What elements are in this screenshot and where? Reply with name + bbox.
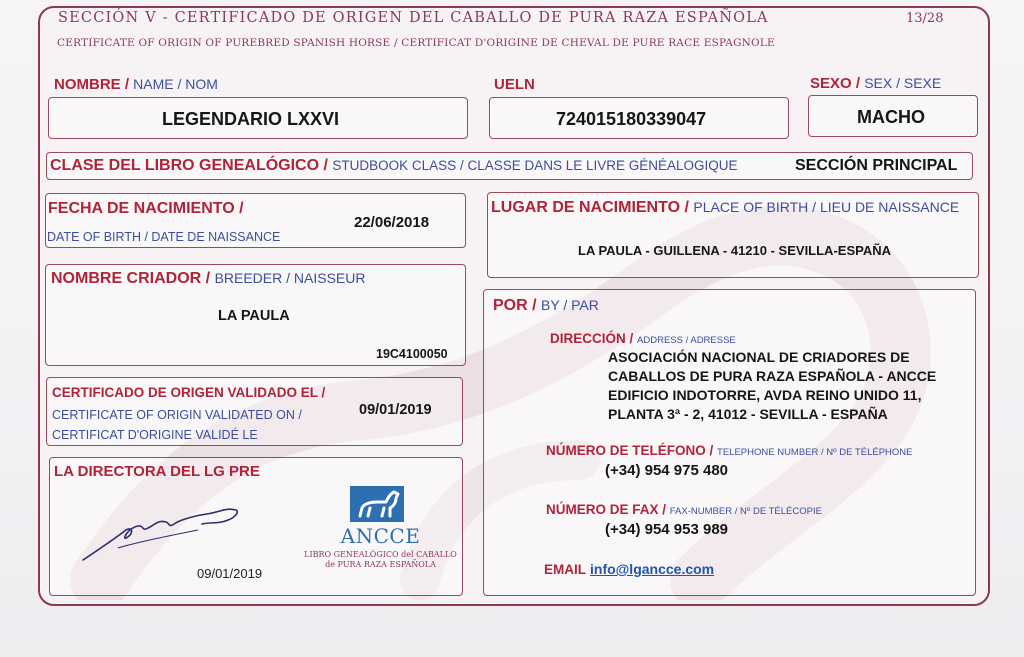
birth-place-value: LA PAULA - GUILLENA - 41210 - SEVILLA-ESPAÑA [578,243,891,258]
birth-date-label: FECHA DE NACIMIENTO / [48,200,244,217]
director-date: 09/01/2019 [197,566,263,581]
birth-place-label: LUGAR DE NACIMIENTO / PLACE OF BIRTH / LIEU DE NAISSANCE [491,199,960,216]
address-label: DIRECCIÓN / ADDRESS / ADRESSE [550,331,736,346]
phone-value: (+34) 954 975 480 [605,462,729,479]
name-value: LEGENDARIO LXXVI [162,109,340,129]
director-label: LA DIRECTORA DEL LG PRE [54,463,260,480]
address-line-1: ASOCIACIÓN NACIONAL DE CRIADORES DE [608,349,910,365]
ancce-logo-text: ANCCE [340,524,421,548]
horse-logo-icon [350,486,404,522]
validated-value: 09/01/2019 [359,402,432,418]
director-signature [78,498,248,566]
fax-label: NÚMERO DE FAX / FAX-NUMBER / Nº DE TÉLÉCOPIE [546,502,822,517]
email-link[interactable]: info@lgancce.com [590,561,715,577]
certificate-subtitle: CERTIFICATE OF ORIGIN OF PUREBRED SPANISH HORSE / CERTIFICAT D'ORIGINE DE CHEVAL DE PURE RACE ESPAGNOLE [57,37,775,49]
studbook-label: CLASE DEL LIBRO GENEALÓGICO / STUDBOOK CLASS / CLASSE DANS LE LIVRE GÉNÉALOGIQUE [50,157,738,174]
by-label: POR / BY / PAR [493,297,599,314]
ueln-label: UELN [494,76,535,93]
email-label: EMAIL [544,562,586,577]
by-label-translation: BY / PAR [541,297,599,313]
birth-date-label-translation: DATE OF BIRTH / DATE DE NAISSANCE [47,230,281,244]
address-label-translation: ADDRESS / ADRESSE [637,335,736,346]
validated-label-fr: CERTIFICAT D'ORIGINE VALIDÉ LE [52,428,258,442]
birth-date-value: 22/06/2018 [354,214,430,231]
ueln-value: 724015180339047 [556,109,707,129]
validated-label-en: CERTIFICATE OF ORIGIN VALIDATED ON / [52,408,302,422]
breeder-value: LA PAULA [218,308,290,324]
studbook-label-translation: STUDBOOK CLASS / CLASSE DANS LE LIVRE GÉNÉALOGIQUE [332,158,738,173]
ancce-logo [299,484,462,574]
name-label: NOMBRE / NAME / NOM [54,76,218,93]
phone-label-translation: TELEPHONE NUMBER / Nº DE TÉLÉPHONE [717,447,913,458]
breeder-label: NOMBRE CRIADOR / BREEDER / NAISSEUR [51,270,366,287]
address-line-2: CABALLOS DE PURA RAZA ESPAÑOLA - ANCCE [608,368,937,384]
address-line-4: PLANTA 3ª - 2, 41012 - SEVILLA - ESPAÑA [608,406,888,422]
ancce-caption-1: LIBRO GENEALÓGICO del CABALLO [304,550,457,559]
validated-label: CERTIFICADO DE ORIGEN VALIDADO EL / [52,385,326,400]
breeder-code: 19C4100050 [376,347,448,361]
address-line-3: EDIFICIO INDOTORRE, AVDA REINO UNIDO 11, [608,387,922,403]
phone-label: NÚMERO DE TELÉFONO / TELEPHONE NUMBER / Nº DE TÉLÉPHONE [546,443,913,458]
studbook-value: SECCIÓN PRINCIPAL [795,157,958,174]
fax-value: (+34) 954 953 989 [605,521,729,538]
name-label-translation: NAME / NOM [133,76,218,92]
sex-value: MACHO [857,107,925,127]
sex-label: SEXO / SEX / SEXE [810,75,942,92]
ancce-caption-2: de PURA RAZA ESPAÑOLA [325,560,436,569]
sex-label-translation: SEX / SEXE [864,75,942,91]
page-number: 13/28 [906,11,944,26]
breeder-label-translation: BREEDER / NAISSEUR [214,270,366,286]
certificate-title: SECCIÓN V - CERTIFICADO DE ORIGEN DEL CABALLO DE PURA RAZA ESPAÑOLA [58,10,769,26]
birth-place-label-translation: PLACE OF BIRTH / LIEU DE NAISSANCE [693,199,960,215]
fax-label-translation: FAX-NUMBER / Nº DE TÉLÉCOPIE [669,506,822,517]
